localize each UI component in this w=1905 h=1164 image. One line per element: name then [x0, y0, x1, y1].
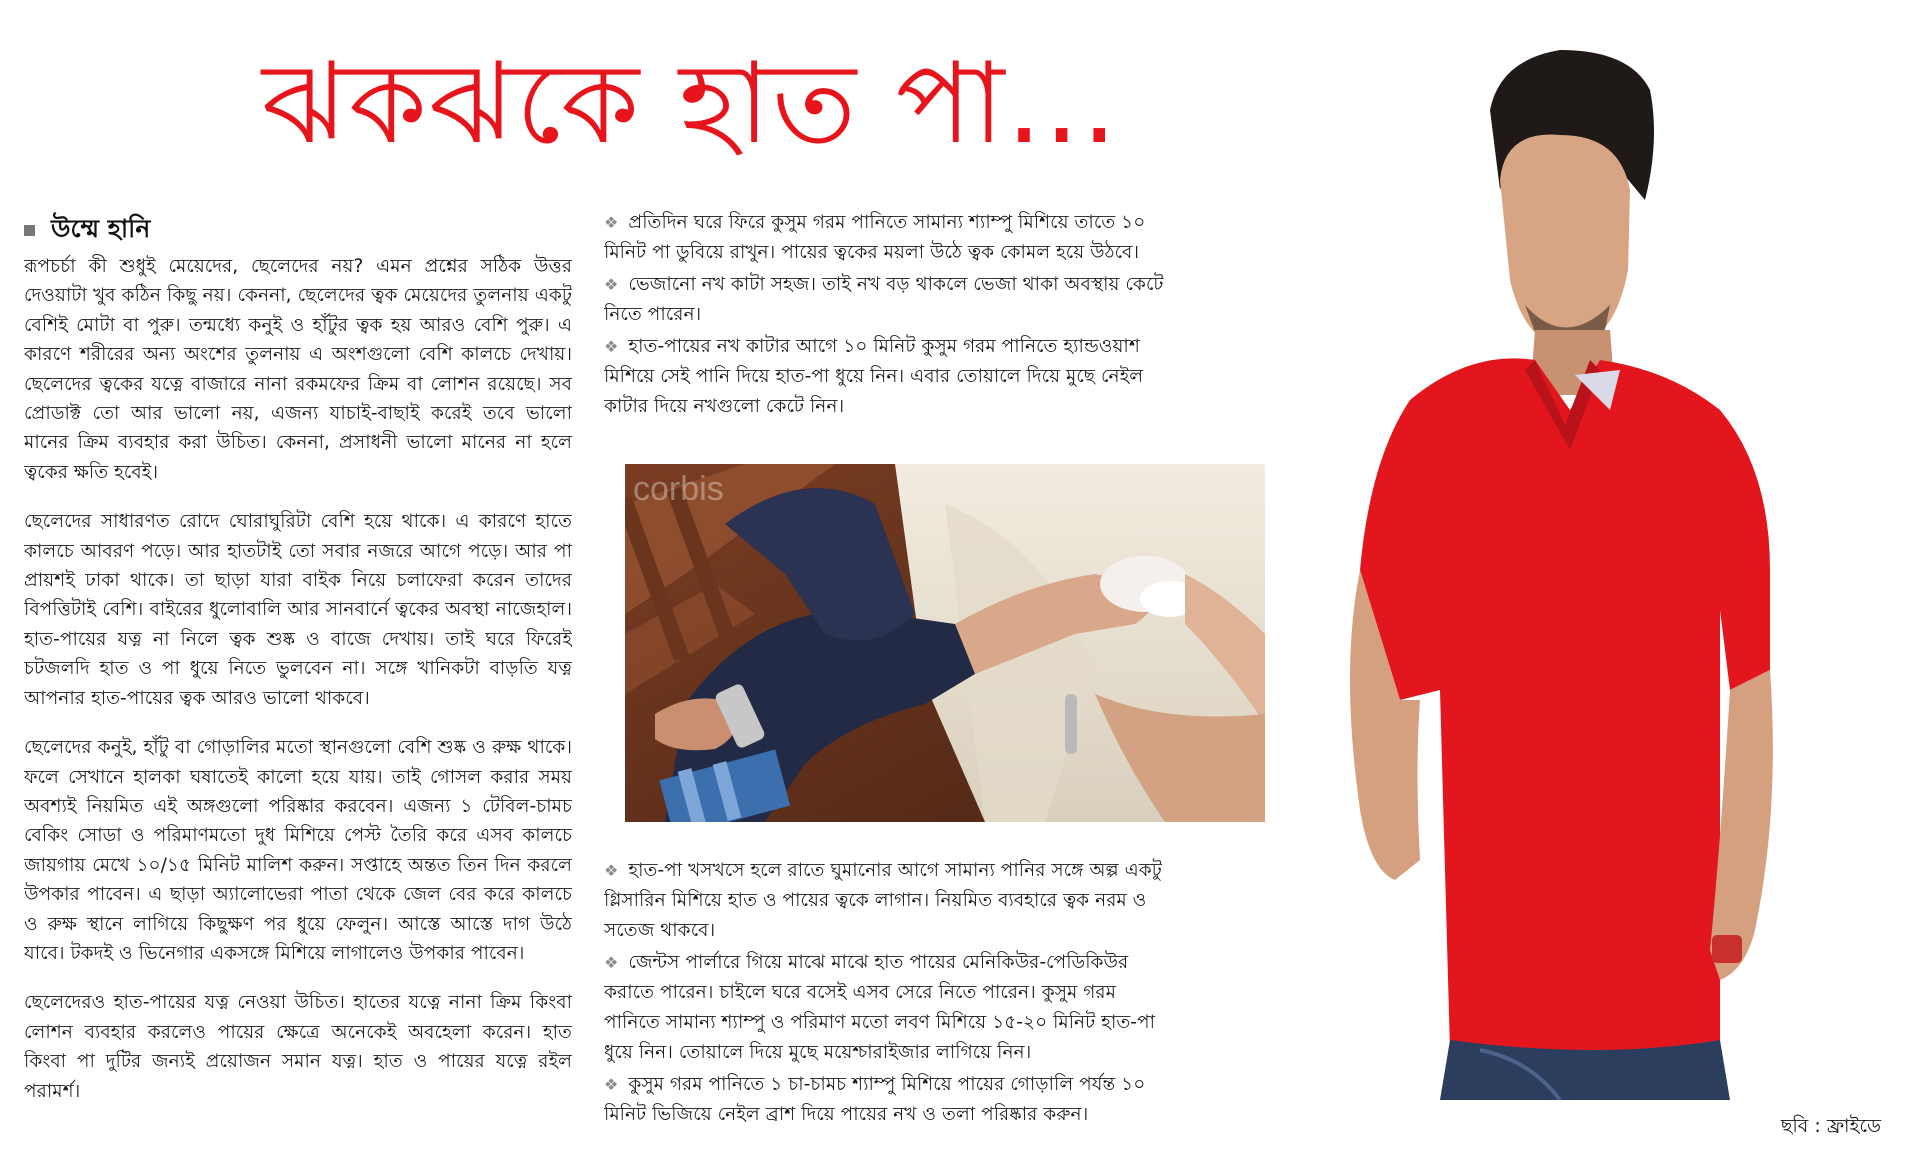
- body-paragraph: ছেলেদেরও হাত-পায়ের যত্ন নেওয়া উচিত। হাতের যত্নে নানা ক্রিম কিংবা লোশন ব্যবহার করলেও পায়ের ক্ষেত্রে অনেকেই অবহেলা করেন। হাত কিংবা পা দুটির জন্যই প্রয়োজন সমান যত্ন। হাত ও পায়ের যত্নে রইল পরামর্শ।: [24, 992, 572, 1102]
- model-illustration: [1300, 50, 1790, 1100]
- body-paragraph: ছেলেদের সাধারণত রোদে ঘোরাঘুরিটা বেশি হয়ে থাকে। এ কারণে হাতে কালচে আবরণ পড়ে। আর হাতটাই তো সবার নজরে আগে পড়ে। আর পা প্রায়শই ঢাকা থাকে। তা ছাড়া যারা বাইক নিয়ে চলাফেরা করেন তাদের বিপত্তিটাই বেশি। বাইরের ধুলোবালি আর সানবার্নে ত্বকের অবস্থা নাজেহাল। হাত-পায়ের যত্ন না নিলে ত্বক শুষ্ক ও বাজে দেখায়। তাই ঘরে ফিরেই চটজলদি হাত ও পা ধুয়ে নিতে ভুলবেন না। সঙ্গে খানিকটা বাড়তি যত্ন আপনার হাত-পায়ের ত্বক আরও ভালো থাকবে।: [24, 511, 572, 709]
- tip-bullet-icon: ❖: [604, 953, 619, 972]
- tip-text: জেন্টস পার্লারে গিয়ে মাঝে মাঝে হাত পায়ের মেনিকিউর-পেডিকিউর করাতে পারেন। চাইলে ঘরে বসেই এসব সেরে নিতে পারেন। কুসুম গরম পানিতে সামান্য শ্যাম্পু ও পরিমাণ মতো লবণ মিশিয়ে ১৫-২০ মিনিট হাত-পা ধুয়ে নিন। তোয়ালে দিয়ে মুছে ময়েশ্চারাইজার লাগিয়ে নিন।: [604, 952, 1156, 1063]
- author-name: উম্মে হানি: [51, 213, 151, 243]
- model-photo: [1300, 50, 1790, 1100]
- tip-text: হাত-পায়ের নখ কাটার আগে ১০ মিনিট কুসুম গরম পানিতে হ্যান্ডওয়াশ মিশিয়ে সেই পানি দিয়ে হাত-পা ধুয়ে নিন। এবার তোয়ালে দিয়ে মুছে নেইল কাটার দিয়ে নখগুলো কেটে নিন।: [604, 336, 1144, 417]
- pedicure-illustration: [625, 464, 1265, 822]
- tip-text: কুসুম গরম পানিতে ১ চা-চামচ শ্যাম্পু মিশিয়ে পায়ের গোড়ালি পর্যন্ত ১০ মিনিট ভিজিয়ে নেইল ব্রাশ দিয়ে পায়ের নখ ও তলা পরিষ্কার করুন।: [604, 1074, 1146, 1125]
- square-bullet-icon: [24, 225, 35, 236]
- pedicure-photo: [625, 464, 1265, 822]
- byline: [24, 212, 150, 248]
- tip-item: [604, 948, 1170, 1068]
- tip-item: [604, 1070, 1170, 1130]
- photo-credit: ছবি : ফ্রাইডে: [1780, 1115, 1881, 1137]
- body-paragraph: ছেলেদের কনুই, হাঁটু বা গোড়ালির মতো স্থানগুলো বেশি শুষ্ক ও রুক্ষ থাকে। ফলে সেখানে হালকা ঘষাতেই কালো হয়ে যায়। তাই গোসল করার সময় অবশ্যই নিয়মিত এই অঙ্গগুলো পরিষ্কার করবেন। এজন্য ১ টেবিল-চামচ বেকিং সোডা ও পরিমাণমতো দুধ মিশিয়ে পেস্ট তৈরি করে এসব কালচে জায়গায় মেখে ১০/১৫ মিনিট মালিশ করুন। সপ্তাহে অন্তত তিন দিন করলে উপকার পাবেন। এ ছাড়া অ্যালোভেরা পাতা থেকে জেল বের করে কালচে ও রুক্ষ স্থানে লাগিয়ে কিছুক্ষণ পর ধুয়ে ফেলুন। আস্তে আস্তে দাগ উঠে যাবে। টকদই ও ভিনেগার একসঙ্গে মিশিয়ে লাগালেও উপকার পাবেন।: [24, 737, 572, 964]
- article-body-left-column: [24, 252, 572, 1132]
- tip-bullet-icon: ❖: [604, 861, 619, 880]
- body-paragraph: রূপচর্চা কী শুধুই মেয়েদের, ছেলেদের নয়? এমন প্রশ্নের সঠিক উত্তর দেওয়াটা খুব কঠিন কিছু নয়। কেননা, ছেলেদের ত্বক মেয়েদের তুলনায় একটু বেশিই মোটা বা পুরু। তন্মধ্যে কনুই ও হাঁটুর ত্বক হয় আরও বেশি পুরু। এ কারণে শরীরের অন্য অংশের তুলনায় এ অংশগুলো বেশি কালচে দেখায়। ছেলেদের ত্বকের যত্নে বাজারে নানা রকমফের ক্রিম বা লোশন রয়েছে। সব প্রোডাক্ট তো আর ভালো নয়, এজন্য যাচাই-বাছাই করেই তবে ভালো মানের ক্রিম ব্যবহার করা উচিত। কেননা, প্রসাধনী ভালো মানের না হলে ত্বকের ক্ষতি হবেই।: [24, 256, 572, 483]
- tip-bullet-icon: ❖: [604, 213, 619, 232]
- tip-item: [604, 208, 1170, 268]
- tip-item: [604, 270, 1170, 330]
- tip-text: প্রতিদিন ঘরে ফিরে কুসুম গরম পানিতে সামান্য শ্যাম্পু মিশিয়ে তাতে ১০ মিনিট পা ডুবিয়ে রাখুন। পায়ের ত্বকের ময়লা উঠে ত্বক কোমল হয়ে উঠবে।: [604, 212, 1146, 263]
- tip-item: [604, 856, 1170, 946]
- tip-bullet-icon: ❖: [604, 337, 619, 356]
- photo-watermark: corbis: [633, 470, 724, 508]
- tips-list-top: [604, 208, 1170, 428]
- tip-bullet-icon: ❖: [604, 1075, 619, 1094]
- tips-list-bottom: [604, 856, 1170, 1146]
- headline: ঝকঝকে হাত পা...: [262, 39, 1120, 169]
- tip-text: হাত-পা খসখসে হলে রাতে ঘুমানোর আগে সামান্য পানির সঙ্গে অল্প একটু গ্লিসারিন মিশিয়ে হাত ও পায়ের ত্বকে লাগান। নিয়মিত ব্যবহারে ত্বক নরম ও সতেজ থাকবে।: [604, 860, 1162, 941]
- tip-bullet-icon: ❖: [604, 275, 619, 294]
- tip-text: ভেজানো নখ কাটা সহজ। তাই নখ বড় থাকলে ভেজা থাকা অবস্থায় কেটে নিতে পারেন।: [604, 274, 1164, 325]
- tip-item: [604, 332, 1170, 422]
